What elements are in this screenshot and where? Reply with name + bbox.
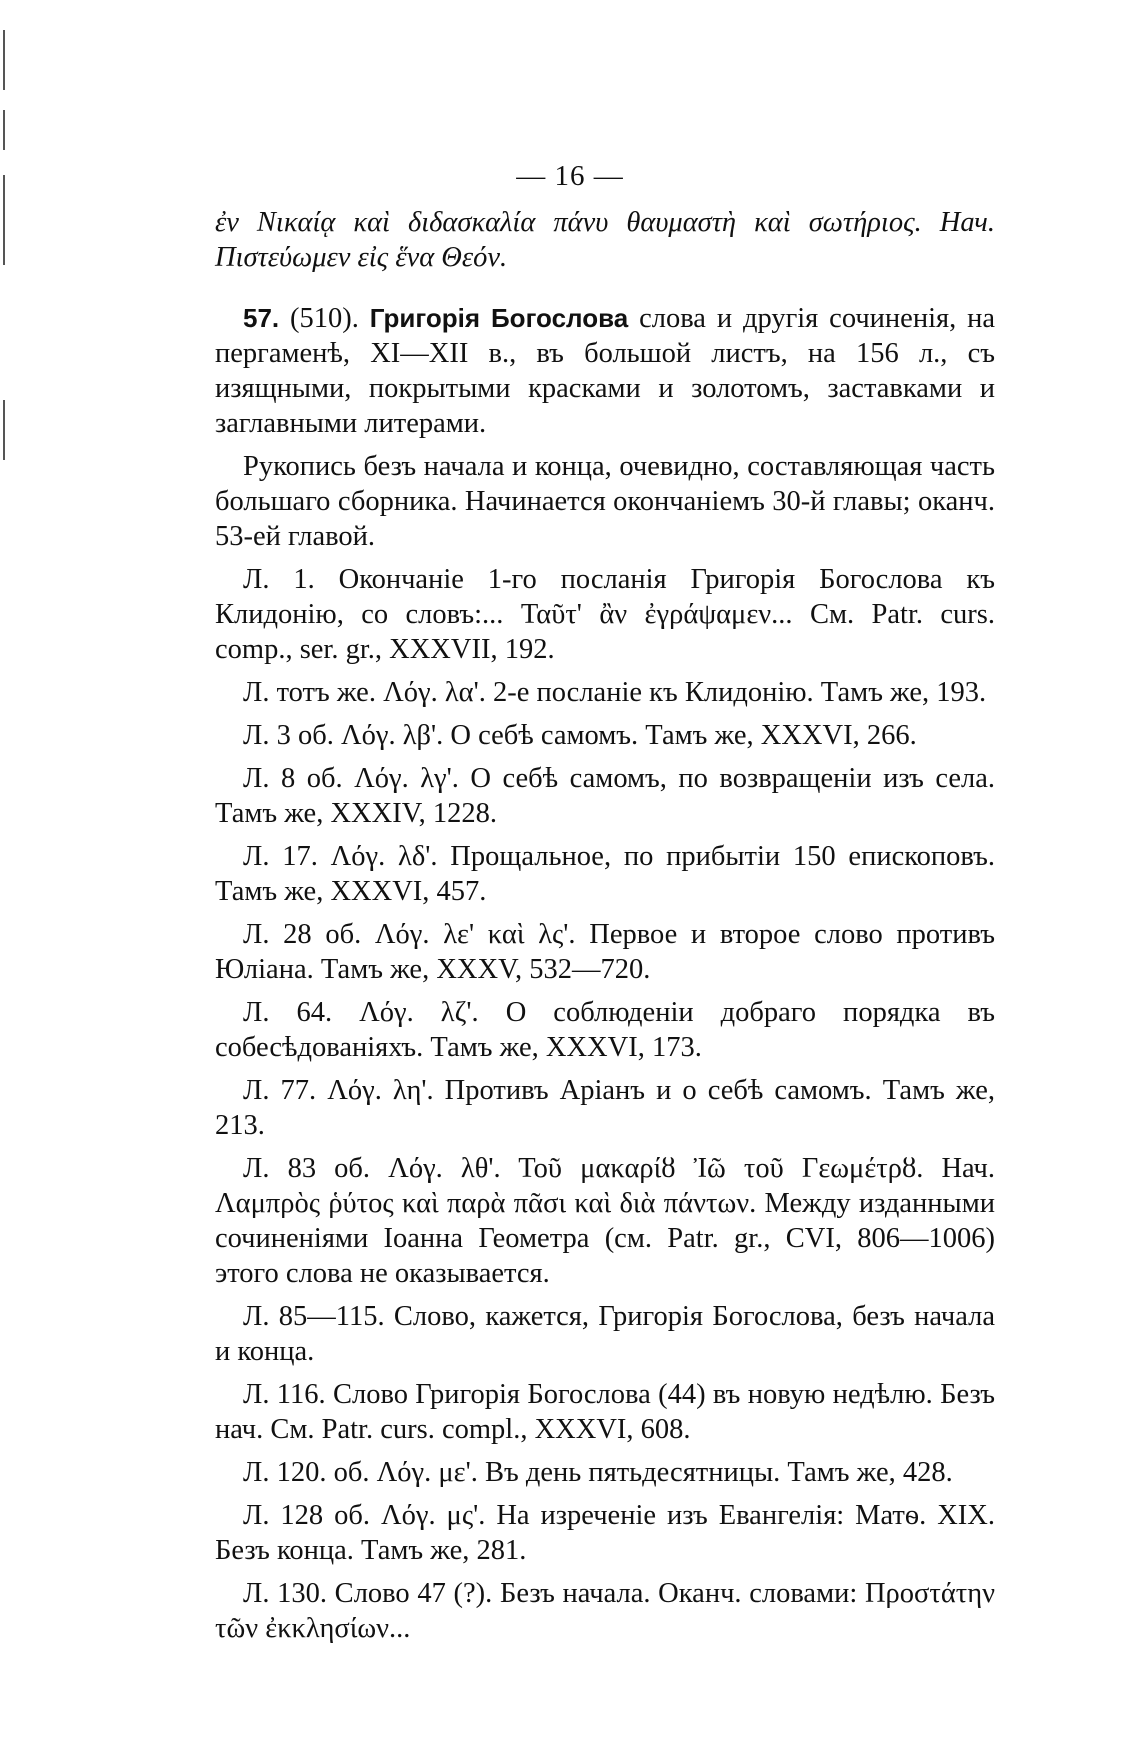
scan-edge-mark [3, 110, 5, 150]
paragraph: Л. 64. Λόγ. λζ'. О соблюденіи добраго порядка въ собесѣдованіяхъ. Тамъ же, XXXVI, 173. [215, 997, 995, 1063]
paragraph: Рукопись безъ начала и конца, очевидно, составляющая часть большаго сборника. Начинается окончаніемъ 30-й главы; оканч. 53-ей главой. [215, 451, 995, 552]
paragraph: Л. 116. Слово Григорія Богослова (44) въ новую недѣлю. Безъ нач. См. Patr. curs. compl., XXXVI, 608. [215, 1379, 995, 1445]
paragraph: Л. 130. Слово 47 (?). Безъ начала. Оканч. словами: Προστάτην τῶν ἐκκλησίων... [215, 1578, 995, 1644]
paragraph: Л. 3 об. Λόγ. λβ'. О себѣ самомъ. Тамъ же, XXXVI, 266. [243, 720, 917, 751]
paragraph: Л. 28 об. Λόγ. λε' καὶ λς'. Первое и второе слово противъ Юліана. Тамъ же, XXXV, 532—720. [215, 919, 995, 985]
paragraph: Л. 17. Λόγ. λδ'. Прощальное, по прибытіи 150 епископовъ. Тамъ же, XXXVI, 457. [215, 841, 995, 907]
paragraph: Л. 8 об. Λόγ. λγ'. О себѣ самомъ, по возвращеніи изъ села. Тамъ же, XXXIV, 1228. [215, 763, 995, 829]
body-text [215, 205, 995, 1646]
scan-edge-mark [3, 400, 5, 460]
entry-heading-paragraph [215, 301, 995, 441]
paragraph: Л. 83 об. Λόγ. λθ'. Τοῦ μακαρίȣ Ἰῶ τοῦ Γεωμέτρȣ. Нач. Λαμπρὸς ῥύτος καὶ παρὰ πᾶσι καὶ διὰ πάντων. Между изданными сочиненіями Іоанна Геометра (см. Patr. gr., CVI, 806—1006) этого слова не оказывается. [215, 1153, 995, 1289]
entry-reference: (510). [279, 303, 370, 334]
intro-paragraph: ἐν Νικαίᾳ καὶ διδασκαλία πάνυ θαυμαστὴ καὶ σωτήριος. Нач. Πιστεύωμεν εἰς ἕνα Θεόν. [215, 207, 995, 273]
paragraph: Л. 85—115. Слово, кажется, Григорія Богослова, безъ начала и конца. [215, 1301, 995, 1367]
paragraph: Л. 120. об. Λόγ. με'. Въ день пятьдесятницы. Тамъ же, 428. [243, 1457, 953, 1488]
entry-description: слова и другія сочиненія, на пергаменѣ, XI—XII в., въ большой листъ, на 156 л., съ изящными, покрытыми красками и золотомъ, заставками и заглавными литерами. [215, 303, 995, 439]
paragraph: Л. 77. Λόγ. λη'. Противъ Аріанъ и о себѣ самомъ. Тамъ же, 213. [215, 1075, 995, 1141]
paragraph: Л. 1. Окончаніе 1-го посланія Григорія Богослова къ Клидонію, со словъ:... Ταῦτ' ἂν ἐγράψαμεν... См. Patr. curs. comp., ser. gr., XXXVII, 192. [215, 564, 995, 665]
entry-number: 57. [243, 303, 280, 333]
scan-edge-mark [3, 30, 5, 90]
page-number: — 16 — [516, 160, 624, 192]
entry-title: Григорія Богослова [369, 303, 629, 333]
paragraph: Л. 128 об. Λόγ. μς'. На изреченіе изъ Евангелія: Матѳ. XIX. Безъ конца. Тамъ же, 281. [215, 1500, 995, 1566]
paragraph: Л. тотъ же. Λόγ. λα'. 2-е посланіе къ Клидонію. Тамъ же, 193. [243, 677, 987, 708]
